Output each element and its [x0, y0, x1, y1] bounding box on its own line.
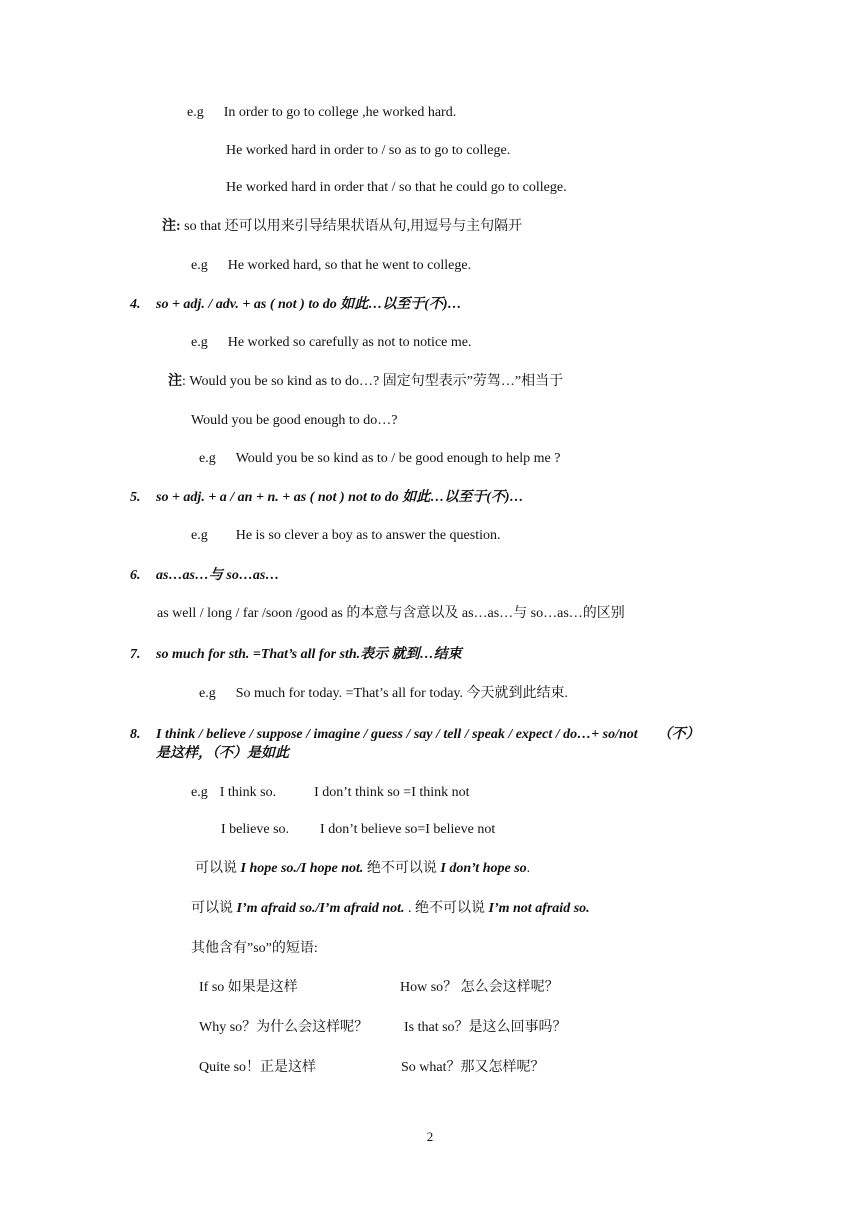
- section-heading-6: 6. as…as…与 so…as…: [130, 568, 280, 583]
- section-heading-7: 7. so much for sth. =That’s all for sth.表示 就到…结束: [130, 647, 462, 662]
- example-line: e.g He worked so carefully as not to notice me.: [191, 335, 472, 350]
- example-line: e.g So much for today. =That’s all for today. 今天就到此结束.: [199, 686, 569, 701]
- section-heading-5: 5. so + adj. + a / an + n. + as ( not ) not to do 如此…以至于(不)…: [130, 490, 524, 505]
- example-line: e.g I think so. I don’t think so =I think not: [191, 785, 470, 800]
- example-line: He worked hard in order to / so as to go to college.: [226, 143, 511, 158]
- phrase-item: How so？ 怎么会这样呢？: [400, 980, 559, 995]
- section-heading-8: 8. I think / believe / suppose / imagine / guess / say / tell / speak / expect / do…+ so/not （不）: [130, 727, 700, 742]
- phrase-item: So what？那又怎样呢？: [401, 1060, 545, 1075]
- text-line: 其他含有”so”的短语:: [191, 941, 318, 956]
- text-line: Would you be good enough to do…?: [191, 413, 398, 428]
- example-line: e.g In order to go to college ,he worked hard.: [187, 105, 457, 120]
- note-line: 注: Would you be so kind as to do…? 固定句型表示”劳驾…”相当于: [168, 374, 564, 389]
- section-heading-4: 4. so + adj. / adv. + as ( not ) to do 如此…以至于(不)…: [130, 297, 462, 312]
- phrase-item: Why so？为什么会这样呢？: [199, 1020, 369, 1035]
- page-number: 2: [426, 1129, 434, 1144]
- example-line: He worked hard in order that / so that he could go to college.: [226, 180, 567, 195]
- text-line: as well / long / far /soon /good as 的本意与含意以及 as…as…与 so…as…的区别: [157, 606, 625, 621]
- note-line: 注: so that 还可以用来引导结果状语从句,用逗号与主句隔开: [162, 219, 523, 234]
- phrase-item: Quite so！正是这样: [199, 1060, 317, 1075]
- example-line: e.g He worked hard, so that he went to college.: [191, 258, 472, 273]
- example-line: I believe so. I don’t believe so=I believe not: [221, 822, 496, 837]
- section-heading-8-cont: 是这样，（不）是如此: [156, 746, 289, 761]
- text-line: 可以说 I’m afraid so./I’m afraid not. . 绝不可以说 I’m not afraid so.: [191, 901, 590, 916]
- example-line: e.g Would you be so kind as to / be good enough to help me ?: [199, 451, 561, 466]
- phrase-item: If so 如果是这样: [199, 980, 298, 995]
- example-line: e.g He is so clever a boy as to answer the question.: [191, 528, 501, 543]
- text-line: 可以说 I hope so./I hope not. 绝不可以说 I don’t hope so.: [195, 861, 531, 876]
- phrase-item: Is that so？是这么回事吗？: [404, 1020, 567, 1035]
